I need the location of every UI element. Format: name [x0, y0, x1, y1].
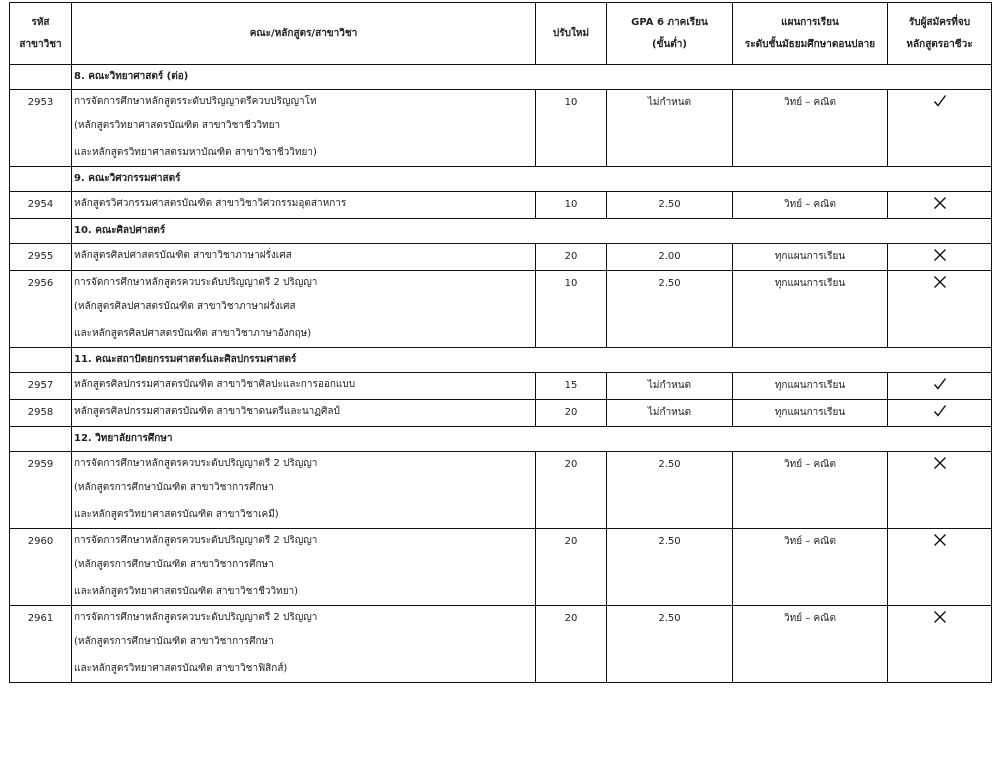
program-name-line: หลักสูตรศิลปศาสตรบัณฑิต สาขาวิชาภาษาฝรั่งเศส: [74, 250, 292, 261]
check-icon: [933, 377, 947, 391]
vocational-accepted: [888, 192, 992, 219]
program-name-line: การจัดการศึกษาหลักสูตรควบระดับปริญญาตรี 2 ปริญญา: [74, 458, 318, 469]
vocational-accepted: [888, 271, 992, 348]
program-name: [72, 606, 536, 683]
faculty-code-cell: [10, 167, 72, 192]
header-vocational: รับผู้สมัครที่จบ หลักสูตรอาชีวะ: [888, 3, 992, 65]
vocational-accepted: [888, 90, 992, 167]
table-row: [10, 244, 992, 271]
program-code: 2954: [10, 192, 72, 219]
program-name: [72, 244, 536, 271]
quota-value: 20: [536, 606, 607, 683]
program-name-line: และหลักสูตรศิลปศาสตรบัณฑิต สาขาวิชาภาษาอังกฤษ): [74, 328, 312, 339]
program-code: 2961: [10, 606, 72, 683]
quota-value: 20: [536, 529, 607, 606]
table-row: [10, 452, 992, 529]
program-name-line: การจัดการศึกษาหลักสูตรควบระดับปริญญาตรี 2 ปริญญา: [74, 612, 318, 623]
header-plan: แผนการเรียน ระดับชั้นมัธยมศึกษาตอนปลาย: [733, 3, 888, 65]
study-plan: วิทย์ – คณิต: [733, 529, 888, 606]
program-name: [72, 452, 536, 529]
gpa-value: 2.50: [607, 606, 733, 683]
cross-icon: [933, 533, 947, 547]
faculty-name: 12. วิทยาลัยการศึกษา: [72, 427, 992, 452]
gpa-value: 2.50: [607, 192, 733, 219]
cross-icon: [933, 456, 947, 470]
program-name: [72, 373, 536, 400]
cross-icon: [933, 610, 947, 624]
program-name: [72, 90, 536, 167]
quota-value: 10: [536, 90, 607, 167]
table-row: [10, 192, 992, 219]
cross-icon: [933, 196, 947, 210]
header-row: [10, 3, 992, 65]
header-code: รหัส สาขาวิชา: [10, 3, 72, 65]
faculty-name: 8. คณะวิทยาศาสตร์ (ต่อ): [72, 65, 992, 90]
gpa-value: 2.50: [607, 452, 733, 529]
study-plan: วิทย์ – คณิต: [733, 192, 888, 219]
cross-icon: [933, 275, 947, 289]
study-plan: วิทย์ – คณิต: [733, 452, 888, 529]
vocational-accepted: [888, 373, 992, 400]
program-name-line: การจัดการศึกษาหลักสูตรควบระดับปริญญาตรี 2 ปริญญา: [74, 535, 318, 546]
program-code: 2955: [10, 244, 72, 271]
program-name-line: และหลักสูตรวิทยาศาสตรมหาบัณฑิต สาขาวิชาชีววิทยา): [74, 147, 317, 158]
quota-value: 20: [536, 400, 607, 427]
program-code: 2956: [10, 271, 72, 348]
faculty-row: [10, 348, 992, 373]
program-name-line: (หลักสูตรการศึกษาบัณฑิต สาขาวิชาการศึกษา: [74, 559, 274, 570]
check-icon: [933, 404, 947, 418]
program-name-line: และหลักสูตรวิทยาศาสตรบัณฑิต สาขาวิชาเคมี): [74, 509, 279, 520]
quota-value: 10: [536, 271, 607, 348]
study-plan: ทุกแผนการเรียน: [733, 400, 888, 427]
gpa-value: ไม่กำหนด: [607, 373, 733, 400]
faculty-row: [10, 65, 992, 90]
gpa-value: 2.00: [607, 244, 733, 271]
faculty-name: 11. คณะสถาปัตยกรรมศาสตร์และศิลปกรรมศาสตร์: [72, 348, 992, 373]
faculty-code-cell: [10, 219, 72, 244]
program-name-line: การจัดการศึกษาหลักสูตรระดับปริญญาตรีควบปริญญาโท: [74, 96, 317, 107]
program-name-line: หลักสูตรศิลปกรรมศาสตรบัณฑิต สาขาวิชาศิลปะและการออกแบบ: [74, 379, 356, 390]
cross-icon: [933, 248, 947, 262]
check-icon: [933, 94, 947, 108]
program-code: 2959: [10, 452, 72, 529]
faculty-name: 9. คณะวิศวกรรมศาสตร์: [72, 167, 992, 192]
program-code: 2960: [10, 529, 72, 606]
program-name: [72, 400, 536, 427]
table-row: [10, 90, 992, 167]
program-name: [72, 529, 536, 606]
faculty-code-cell: [10, 348, 72, 373]
gpa-value: 2.50: [607, 529, 733, 606]
study-plan: ทุกแผนการเรียน: [733, 244, 888, 271]
program-name: [72, 192, 536, 219]
study-plan: ทุกแผนการเรียน: [733, 373, 888, 400]
header-quota: ปรับใหม่: [536, 3, 607, 65]
table-row: [10, 400, 992, 427]
table-row: [10, 529, 992, 606]
program-name-line: (หลักสูตรวิทยาศาสตรบัณฑิต สาขาวิชาชีววิทยา: [74, 120, 281, 131]
study-plan: วิทย์ – คณิต: [733, 606, 888, 683]
program-code: 2953: [10, 90, 72, 167]
program-name-line: (หลักสูตรการศึกษาบัณฑิต สาขาวิชาการศึกษา: [74, 482, 274, 493]
program-name-line: (หลักสูตรการศึกษาบัณฑิต สาขาวิชาการศึกษา: [74, 636, 274, 647]
vocational-accepted: [888, 400, 992, 427]
faculty-row: [10, 167, 992, 192]
vocational-accepted: [888, 244, 992, 271]
gpa-value: ไม่กำหนด: [607, 90, 733, 167]
program-name-line: และหลักสูตรวิทยาศาสตรบัณฑิต สาขาวิชาฟิสิกส์): [74, 663, 288, 674]
header-program: คณะ/หลักสูตร/สาขาวิชา: [72, 3, 536, 65]
table-row: [10, 373, 992, 400]
faculty-code-cell: [10, 65, 72, 90]
quota-value: 15: [536, 373, 607, 400]
study-plan: วิทย์ – คณิต: [733, 90, 888, 167]
gpa-value: 2.50: [607, 271, 733, 348]
vocational-accepted: [888, 529, 992, 606]
programs-table: [9, 2, 992, 683]
gpa-value: ไม่กำหนด: [607, 400, 733, 427]
table-row: [10, 271, 992, 348]
faculty-row: [10, 219, 992, 244]
program-name-line: หลักสูตรวิศวกรรมศาสตรบัณฑิต สาขาวิชาวิศวกรรมอุตสาหการ: [74, 198, 347, 209]
quota-value: 20: [536, 244, 607, 271]
vocational-accepted: [888, 452, 992, 529]
study-plan: ทุกแผนการเรียน: [733, 271, 888, 348]
program-name-line: (หลักสูตรศิลปศาสตรบัณฑิต สาขาวิชาภาษาฝรั่งเศส: [74, 301, 296, 312]
program-name-line: และหลักสูตรวิทยาศาสตรบัณฑิต สาขาวิชาชีววิทยา): [74, 586, 299, 597]
faculty-code-cell: [10, 427, 72, 452]
program-code: 2958: [10, 400, 72, 427]
quota-value: 20: [536, 452, 607, 529]
faculty-row: [10, 427, 992, 452]
program-name: [72, 271, 536, 348]
table-row: [10, 606, 992, 683]
program-name-line: การจัดการศึกษาหลักสูตรควบระดับปริญญาตรี 2 ปริญญา: [74, 277, 318, 288]
program-code: 2957: [10, 373, 72, 400]
faculty-name: 10. คณะศิลปศาสตร์: [72, 219, 992, 244]
header-gpa: GPA 6 ภาคเรียน (ขั้นต่ำ): [607, 3, 733, 65]
program-name-line: หลักสูตรศิลปกรรมศาสตรบัณฑิต สาขาวิชาดนตรีและนาฏศิลป์: [74, 406, 340, 417]
quota-value: 10: [536, 192, 607, 219]
vocational-accepted: [888, 606, 992, 683]
